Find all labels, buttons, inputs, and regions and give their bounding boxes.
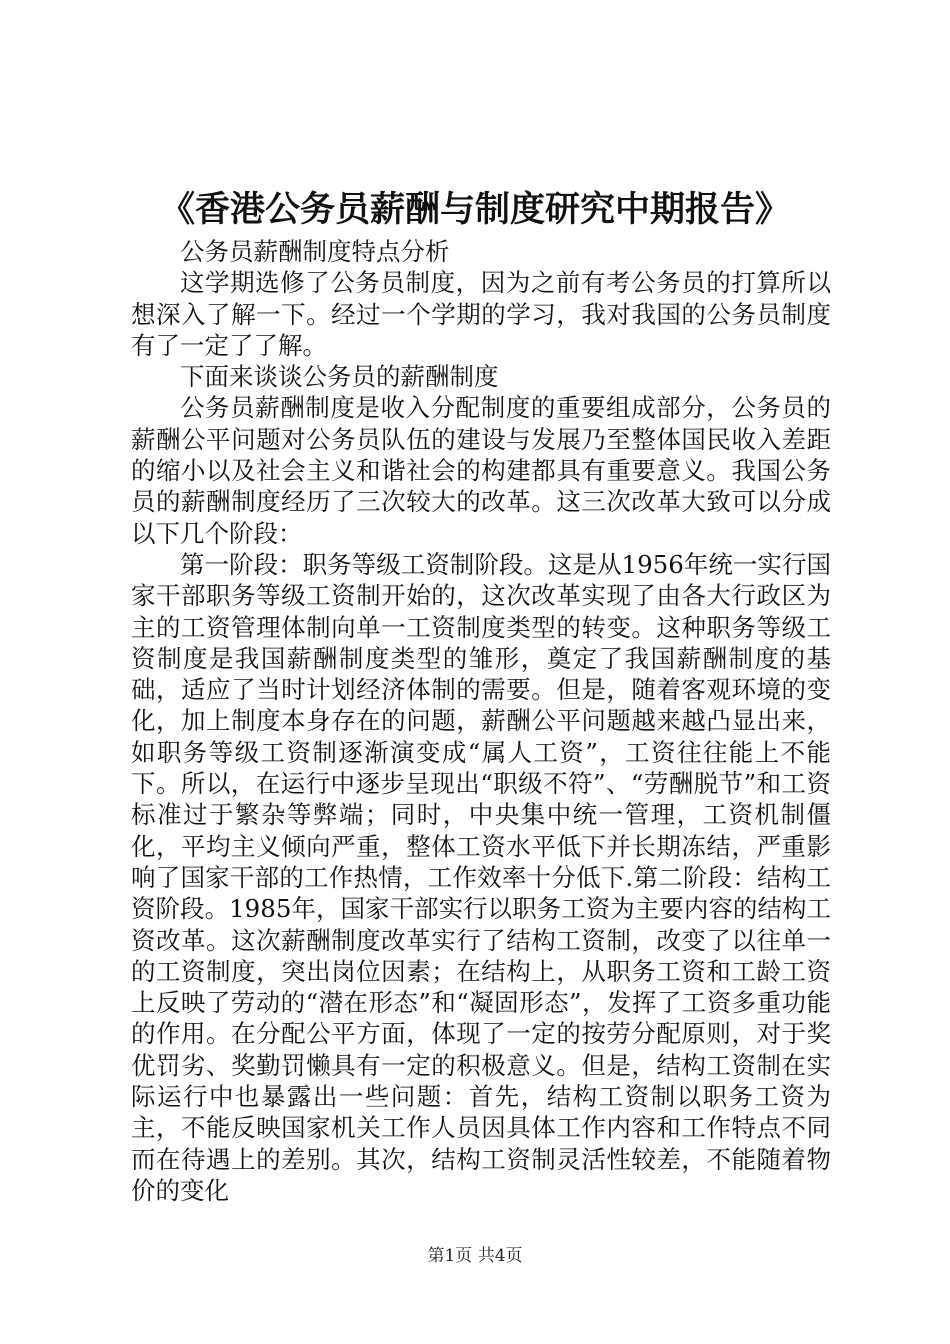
document-title: 《香港公务员薪酬与制度研究中期报告》 [159,189,790,230]
document-body [131,236,831,1206]
page-number-footer: 第1页 共4页 [427,1246,523,1266]
section-heading: 下面来谈谈公务员的薪酬制度 [180,362,499,392]
body-paragraph: 第一阶段：职务等级工资制阶段。这是从1956年统一实行国家干部职务等级工资制开始的，这次改革实现了由各大行政区为主的工资管理体制向单一工资制度类型的转变。这种职务等级工资制度是我国薪酬制度类型的雏形，奠定了我国薪酬制度的基础，适应了当时计划经济体制的需要。但是，随着客观环境的变化，加上制度本身存在的问题，薪酬公平问题越来越凸显出来，如职务等级工资制逐渐演变成“属人工资”，工资往往能上不能下。所以，在运行中逐步呈现出“职级不符”、“劳酬脱节”和工资标准过于繁杂等弊端；同时，中央集中统一管理，工资机制僵化，平均主义倾向严重，整体工资水平低下并长期冻结，严重影响了国家干部的工作热情，工作效率十分低下.第二阶段：结构工资阶段。1985年，国家干部实行以职务工资为主要内容的结构工资改革。这次薪酬制度改革实行了结构工资制，改变了以往单一的工资制度，突出岗位因素；在结构上，从职务工资和工龄工资上反映了劳动的“潜在形态”和“凝固形态”，发挥了工资多重功能的作用。在分配公平方面，体现了一定的按劳分配原则，对于奖优罚劣、奖勤罚懒具有一定的积极意义。但是，结构工资制在实际运行中也暴露出一些问题：首先，结构工资制以职务工资为主，不能反映国家机关工作人员因具体工作内容和工作特点不同而在待遇上的差别。其次，结构工资制灵活性较差，不能随着物价的变化 [131,549,831,1205]
body-paragraph: 这学期选修了公务员制度，因为之前有考公务员的打算所以想深入了解一下。经过一个学期的学习，我对我国的公务员制度有了一定了了解。 [131,268,831,360]
section-heading: 公务员薪酬制度特点分析 [180,237,450,266]
body-paragraph: 公务员薪酬制度是收入分配制度的重要组成部分，公务员的薪酬公平问题对公务员队伍的建设与发展乃至整体国民收入差距的缩小以及社会主义和谐社会的构建都具有重要意义。我国公务员的薪酬制度经历了三次较大的改革。这三次改革大致可以分成以下几个阶段： [131,393,831,548]
